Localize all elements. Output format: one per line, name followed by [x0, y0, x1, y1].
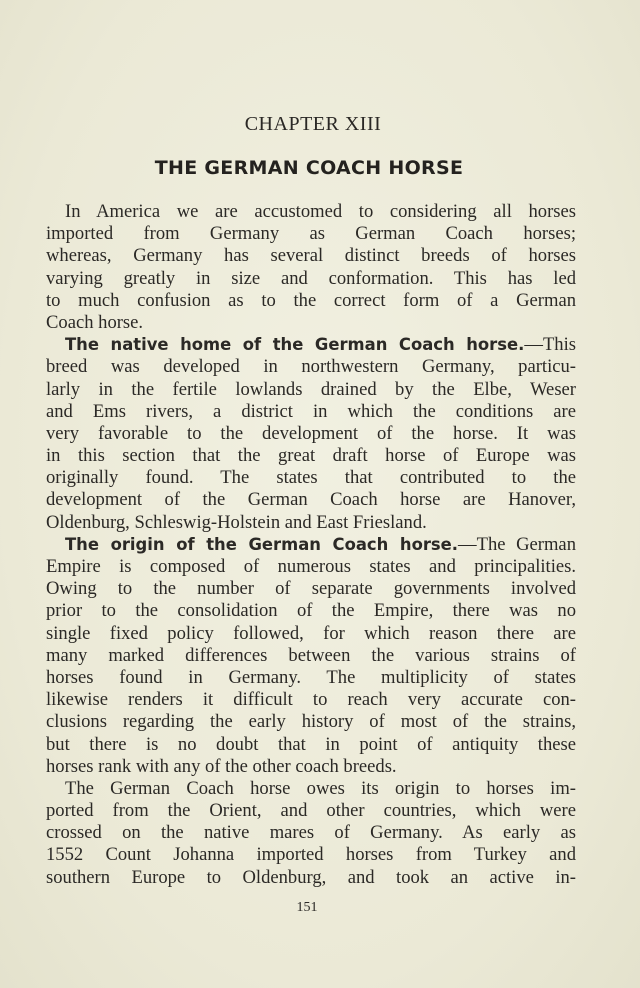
- text-line: The German Coach horse owes its origin to horses im-: [65, 777, 576, 799]
- text-line: ported from the Orient, and other countries, which were: [46, 800, 576, 822]
- text-line: larly in the fertile lowlands drained by the Elbe, Weser: [46, 378, 576, 400]
- text-line: In America we are accustomed to considering all horses: [65, 201, 576, 222]
- text-line: varying greatly in size and conformation. This has led: [46, 267, 576, 289]
- chapter-title: THE GERMAN COACH HORSE: [154, 157, 464, 179]
- text-run: —The German: [458, 533, 576, 555]
- page-number: 151: [296, 900, 318, 915]
- chapter-heading: CHAPTER XIII: [244, 113, 382, 135]
- text-line: prior to the consolidation of the Empire, there was no: [46, 600, 576, 622]
- text-line: but there is no doubt that in point of antiquity these: [46, 733, 576, 755]
- text-line: Coach horse.: [46, 311, 144, 333]
- text-line: in this section that the great draft horse of Europe was: [46, 445, 576, 467]
- text-line: 1552 Count Johanna imported horses from Turkey and: [46, 844, 576, 866]
- text-line: breed was developed in northwestern Germany, particu-: [46, 356, 576, 378]
- text-line: whereas, Germany has several distinct breeds of horses: [46, 245, 576, 267]
- text-line: to much confusion as to the correct form of a German: [46, 289, 576, 311]
- section-heading: The native home of the German Coach horse.: [65, 335, 525, 355]
- text-line: southern Europe to Oldenburg, and took an active in-: [46, 866, 576, 888]
- text-line: Empire is composed of numerous states and principalities.: [46, 556, 576, 577]
- text-line: Owing to the number of separate governments involved: [46, 578, 576, 600]
- text-line: Oldenburg, Schleswig-Holstein and East Friesland.: [46, 511, 427, 533]
- body-text: [46, 201, 576, 889]
- text-line: likewise renders it difficult to reach very accurate con-: [46, 689, 576, 711]
- text-line: [46, 334, 576, 356]
- text-line: and Ems rivers, a district in which the conditions are: [46, 400, 576, 422]
- text-line: imported from Germany as German Coach horses;: [46, 223, 576, 245]
- text-line: very favorable to the development of the horse. It was: [46, 422, 576, 444]
- text-line: single fixed policy followed, for which reason there are: [46, 622, 576, 644]
- text-line: many marked differences between the various strains of: [46, 644, 576, 666]
- text-line: horses rank with any of the other coach breeds.: [46, 755, 397, 777]
- text-line: clusions regarding the early history of most of the strains,: [46, 711, 576, 733]
- text-line: originally found. The states that contributed to the: [46, 467, 576, 489]
- text-line: development of the German Coach horse are Hanover,: [46, 489, 576, 511]
- section-heading: The origin of the German Coach horse.: [65, 534, 459, 554]
- text-line: horses found in Germany. The multiplicity of states: [46, 666, 576, 688]
- text-run: —This: [524, 334, 576, 356]
- text-line: [46, 534, 576, 556]
- text-line: crossed on the native mares of Germany. As early as: [46, 822, 576, 844]
